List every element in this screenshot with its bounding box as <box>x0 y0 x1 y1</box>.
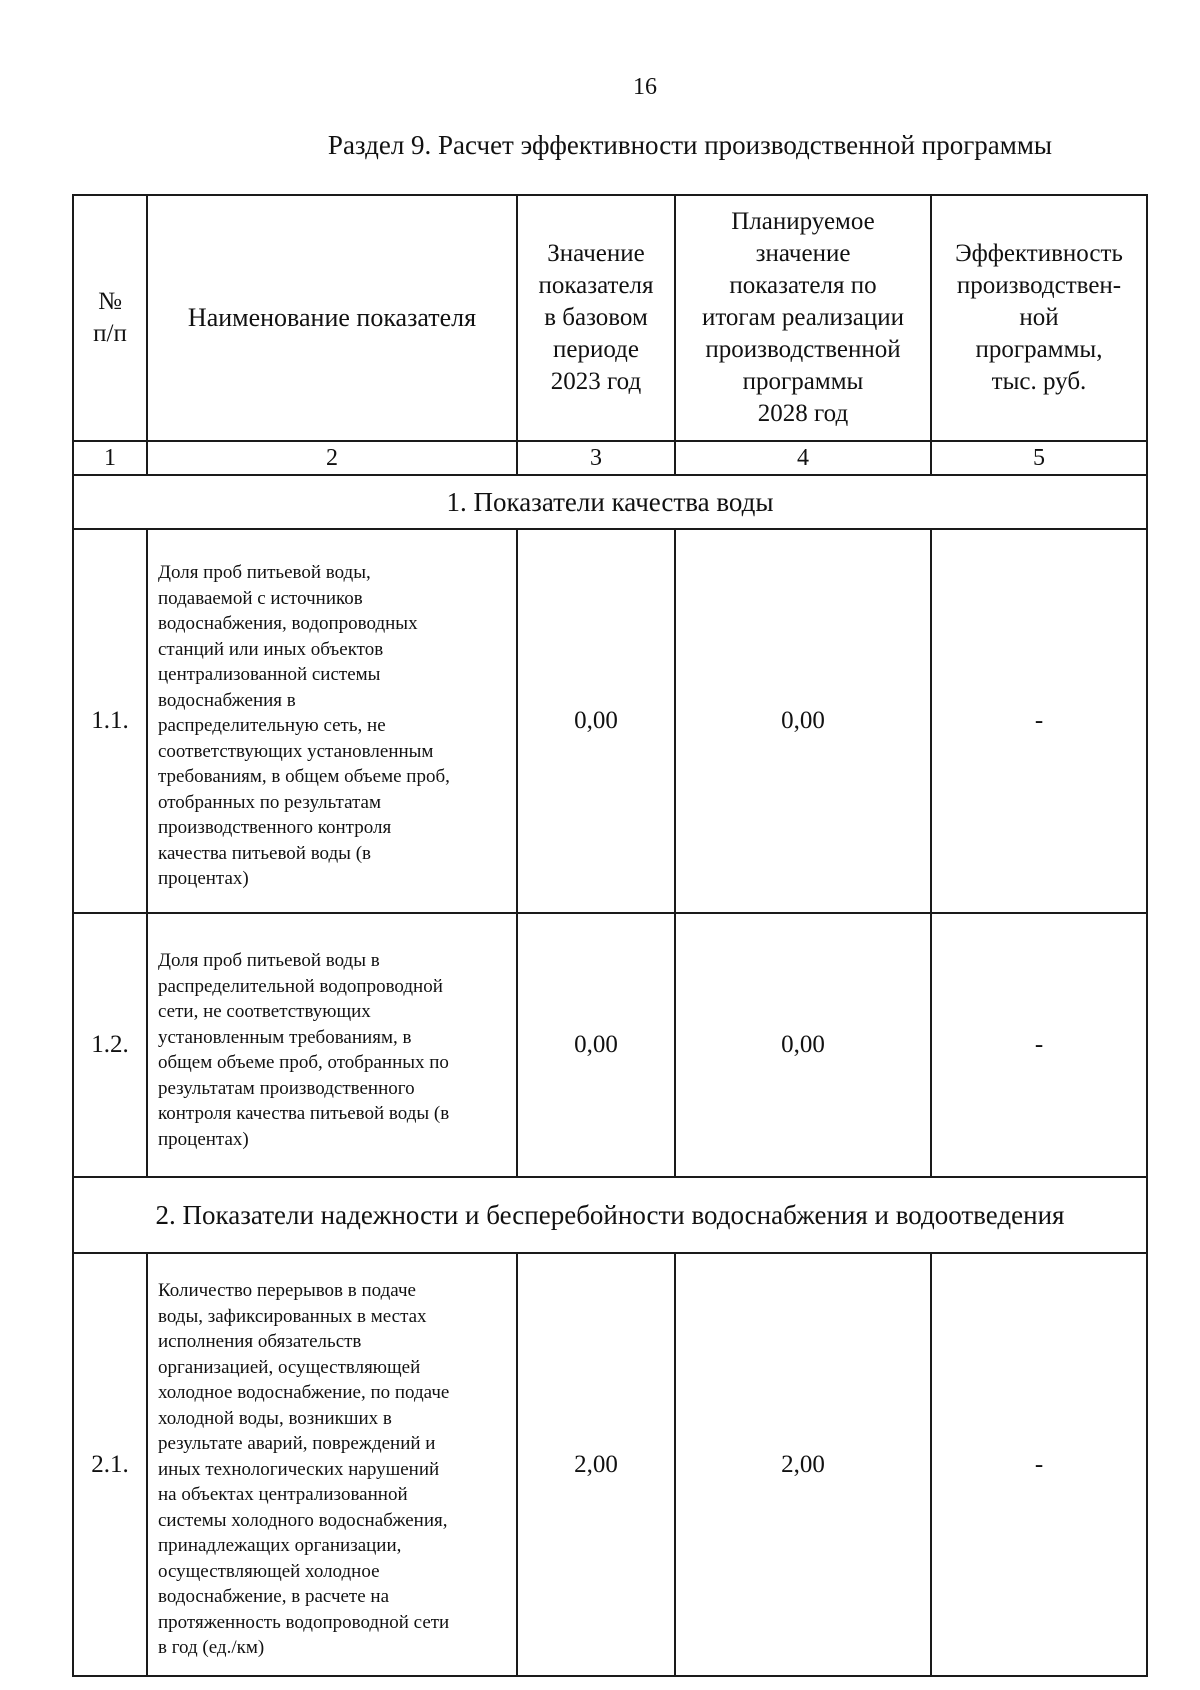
header-number: № п/п <box>93 288 127 347</box>
header-indicator-name: Наименование показателя <box>187 303 477 332</box>
header-cell <box>675 195 931 441</box>
row-planned-value: 0,00 <box>675 529 931 913</box>
table-row <box>73 913 1147 1177</box>
row-base-value: 2,00 <box>517 1253 675 1676</box>
column-number: 3 <box>517 441 675 475</box>
row-index: 1.1. <box>73 529 147 913</box>
table-header-row <box>73 195 1147 441</box>
column-number: 5 <box>931 441 1147 475</box>
header-cell <box>147 195 517 441</box>
row-planned-value: 2,00 <box>675 1253 931 1676</box>
header-efficiency: Эффективность производствен- ной программы, тыс. руб. <box>955 240 1123 395</box>
row-base-value: 0,00 <box>517 913 675 1177</box>
section-row <box>73 475 1147 529</box>
column-number-row <box>73 441 1147 475</box>
row-base-value: 0,00 <box>517 529 675 913</box>
row-index: 2.1. <box>73 1253 147 1676</box>
row-efficiency: - <box>931 529 1147 913</box>
row-indicator-name: Количество перерывов в подаче воды, зафиксированных в местах исполнения обязательств организацией, осуществляющей холодное водоснабжение, по подаче холодной воды, возникших в результате аварий, повреждений и иных технологических нарушений на объектах централизованной системы холодного водоснабжения, принадлежащих организации, осуществляющей холодное водоснабжение, в расчете на протяженность водопроводной сети в год (ед./км) <box>147 1253 517 1676</box>
header-cell <box>73 195 147 441</box>
page-number: 16 <box>633 74 657 100</box>
row-index: 1.2. <box>73 913 147 1177</box>
section-row <box>73 1177 1147 1253</box>
header-planned-value: Планируемое значение показателя по итогам реализации производственной программы 2028 год <box>701 208 905 427</box>
header-cell <box>517 195 675 441</box>
table-row <box>73 529 1147 913</box>
column-number: 4 <box>675 441 931 475</box>
header-cell <box>931 195 1147 441</box>
section-heading: 2. Показатели надежности и бесперебойности водоснабжения и водоотведения <box>73 1177 1147 1253</box>
row-indicator-name: Доля проб питьевой воды в распределительной водопроводной сети, не соответствующих установленным требованиям, в общем объеме проб, отобранных по результатам производственного контроля качества питьевой воды (в процентах) <box>147 913 517 1177</box>
column-number: 1 <box>73 441 147 475</box>
section-title: Раздел 9. Расчет эффективности производственной программы <box>327 130 1053 160</box>
row-efficiency: - <box>931 1253 1147 1676</box>
section-heading: 1. Показатели качества воды <box>73 475 1147 529</box>
row-planned-value: 0,00 <box>675 913 931 1177</box>
header-base-value: Значение показателя в базовом периоде 2023 год <box>538 240 654 395</box>
table-row <box>73 1253 1147 1676</box>
column-number: 2 <box>147 441 517 475</box>
row-efficiency: - <box>931 913 1147 1177</box>
efficiency-table <box>72 194 1148 1677</box>
row-indicator-name: Доля проб питьевой воды, подаваемой с источников водоснабжения, водопроводных станций или иных объектов централизованной системы водоснабжения в распределительную сеть, не соответствующих установленным требованиям, в общем объеме проб, отобранных по результатам производственного контроля качества питьевой воды (в процентах) <box>147 529 517 913</box>
